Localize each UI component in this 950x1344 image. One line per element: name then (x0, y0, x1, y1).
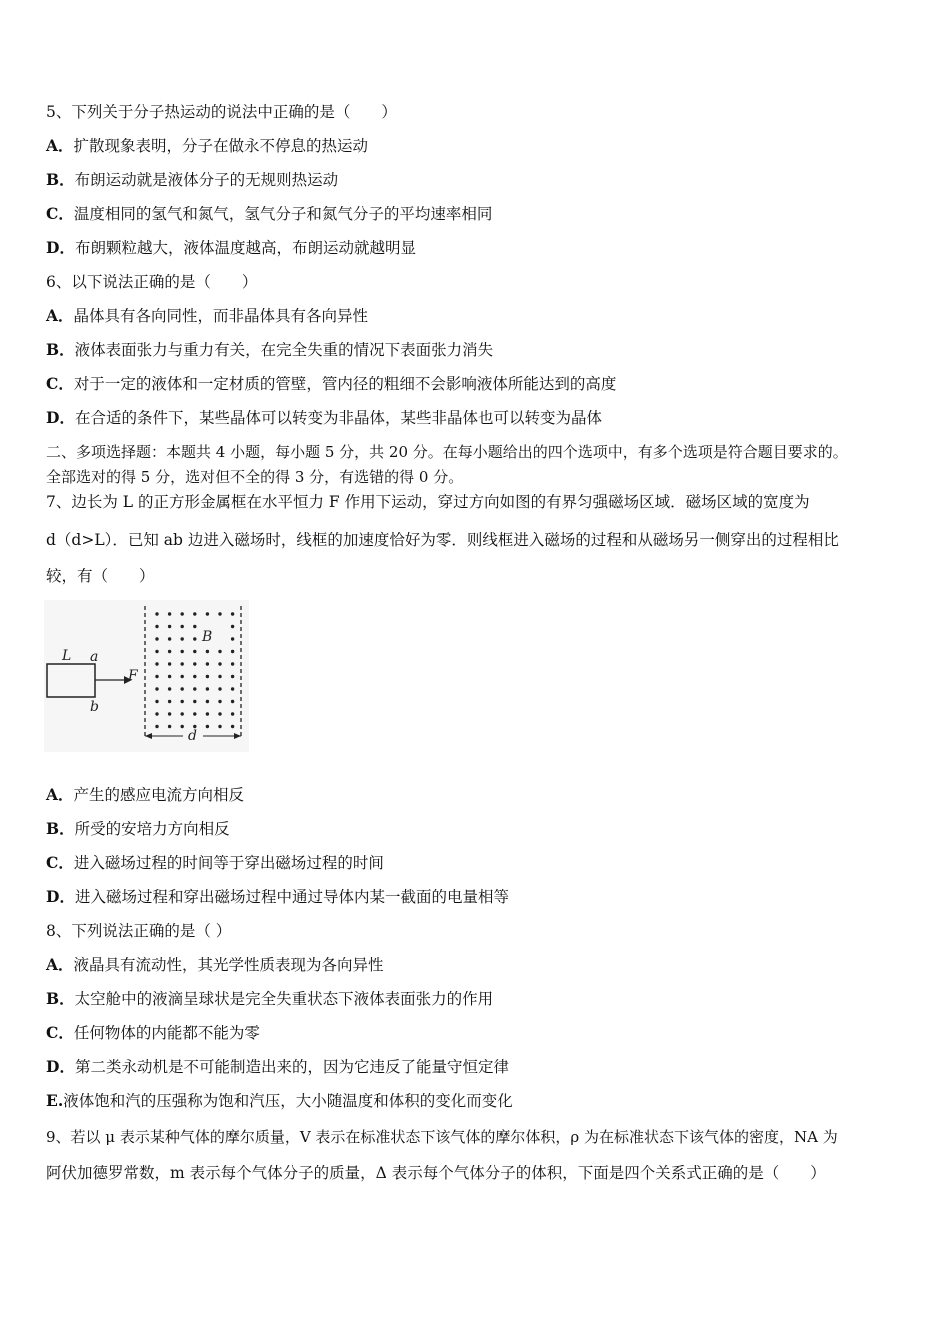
q7-stem-line3: 较，有（ ） (46, 567, 155, 585)
field-dot (181, 612, 184, 615)
field-dot (193, 650, 196, 653)
q5-option-b (46, 170, 338, 190)
field-dot (231, 612, 234, 615)
q5-stem: 5、下列关于分子热运动的说法中正确的是（ ） (46, 103, 397, 121)
field-dot (168, 700, 171, 703)
field-dot (206, 687, 209, 690)
field-dot (181, 637, 184, 640)
field-dot (206, 700, 209, 703)
field-dot (231, 650, 234, 653)
field-dot (231, 637, 234, 640)
option-label: A． (46, 785, 74, 804)
q9-stem-line2: 阿伏加德罗常数，m 表示每个气体分子的质量，Δ 表示每个气体分子的体积，下面是四个关系式正确的是（ ） (46, 1164, 826, 1182)
field-dot (155, 662, 158, 665)
field-dot (231, 625, 234, 628)
q8-option-a (46, 955, 384, 975)
field-dot (193, 687, 196, 690)
label-d: d (188, 728, 197, 744)
field-dot (155, 625, 158, 628)
field-dot (193, 637, 196, 640)
option-label: A． (46, 955, 74, 974)
q8-option-e (46, 1091, 513, 1111)
field-dot (168, 712, 171, 715)
q8-option-b (46, 989, 493, 1009)
field-dot (181, 625, 184, 628)
field-dot (193, 612, 196, 615)
field-dot (231, 687, 234, 690)
q7-stem-line2: d（d>L）．已知 ab 边进入磁场时，线框的加速度恰好为零．则线框进入磁场的过程和从磁场另一侧穿出的过程相比 (46, 531, 839, 549)
option-text: 液体表面张力与重力有关，在完全失重的情况下表面张力消失 (74, 341, 494, 359)
field-dot (193, 625, 196, 628)
field-dot (155, 712, 158, 715)
label-B: B (202, 629, 213, 645)
q6-option-a (46, 306, 368, 326)
option-label: C． (46, 1023, 74, 1042)
option-label: A． (46, 136, 74, 155)
field-dot (168, 650, 171, 653)
section-heading-line1: 二、多项选择题：本题共 4 小题，每小题 5 分，共 20 分。在每小题给出的四个选项中，有多个选项是符合题目要求的。 (46, 443, 848, 461)
q6-option-b (46, 340, 493, 360)
option-text: 太空舱中的液滴呈球状是完全失重状态下液体表面张力的作用 (74, 990, 494, 1008)
field-dot (155, 612, 158, 615)
option-text: 进入磁场过程的时间等于穿出磁场过程的时间 (73, 854, 384, 872)
option-text: 任何物体的内能都不能为零 (73, 1024, 260, 1042)
q6-option-d (46, 408, 602, 428)
option-text: 在合适的条件下，某些晶体可以转变为非晶体，某些非晶体也可以转变为晶体 (74, 409, 602, 427)
field-dot (193, 700, 196, 703)
option-text: 第二类永动机是不可能制造出来的，因为它违反了能量守恒定律 (74, 1058, 509, 1076)
label-a: a (90, 649, 99, 665)
field-dot (168, 625, 171, 628)
option-text: 液晶具有流动性，其光学性质表现为各向异性 (73, 956, 384, 974)
option-text: 温度相同的氢气和氮气，氢气分子和氮气分子的平均速率相同 (73, 205, 493, 223)
field-dot (155, 725, 158, 728)
field-dot (168, 675, 171, 678)
option-label: D． (46, 408, 75, 427)
field-dot (168, 637, 171, 640)
field-dot (231, 712, 234, 715)
field-dot (206, 612, 209, 615)
label-b: b (90, 699, 99, 715)
q5-option-d (46, 238, 416, 258)
field-dot (218, 687, 221, 690)
q9-stem-line1: 9、若以 μ 表示某种气体的摩尔质量，V 表示在标准状态下该气体的摩尔体积，ρ 为在标准状态下该气体的密度，NA 为 (46, 1128, 838, 1146)
option-label: D． (46, 238, 75, 257)
field-dot (206, 675, 209, 678)
field-dot (218, 700, 221, 703)
q7-option-a (46, 785, 244, 805)
option-label: B． (46, 340, 75, 359)
q5-option-a (46, 136, 368, 156)
field-dot (155, 687, 158, 690)
option-text: 晶体具有各向同性，而非晶体具有各向异性 (73, 307, 369, 325)
q8-option-c (46, 1023, 260, 1043)
option-label: B． (46, 989, 75, 1008)
field-dot (193, 662, 196, 665)
option-text: 布朗运动就是液体分子的无规则热运动 (74, 171, 339, 189)
field-dot (181, 687, 184, 690)
q6-stem: 6、以下说法正确的是（ ） (46, 273, 258, 291)
field-dot (181, 650, 184, 653)
option-text: 扩散现象表明，分子在做永不停息的热运动 (73, 137, 369, 155)
field-dot (155, 700, 158, 703)
q6-option-c (46, 374, 616, 394)
field-dot (168, 687, 171, 690)
option-label: B． (46, 819, 75, 838)
field-dot (181, 675, 184, 678)
field-dot (193, 712, 196, 715)
label-L: L (62, 648, 72, 664)
option-text: 所受的安培力方向相反 (74, 820, 230, 838)
section-heading-line2: 全部选对的得 5 分，选对但不全的得 3 分，有选错的得 0 分。 (46, 468, 464, 486)
q7-option-c (46, 853, 384, 873)
field-dot (218, 675, 221, 678)
q8-stem: 8、下列说法正确的是（ ） (46, 922, 232, 940)
field-dot (206, 650, 209, 653)
field-dot (181, 700, 184, 703)
q7-option-d (46, 887, 509, 907)
field-dot (218, 662, 221, 665)
field-dot (181, 712, 184, 715)
label-F: F (128, 668, 138, 684)
field-dot (155, 637, 158, 640)
field-dot (168, 662, 171, 665)
magnetic-field-figure (44, 600, 249, 752)
option-label: C． (46, 853, 74, 872)
field-dot (231, 725, 234, 728)
option-text: 液体饱和汽的压强称为饱和汽压，大小随温度和体积的变化而变化 (63, 1092, 513, 1110)
q8-option-d (46, 1057, 509, 1077)
option-label: D． (46, 1057, 75, 1076)
field-dot (218, 712, 221, 715)
figure-svg (44, 600, 249, 752)
field-dot (231, 675, 234, 678)
option-label: B． (46, 170, 75, 189)
q7-stem-line1: 7、边长为 L 的正方形金属框在水平恒力 F 作用下运动，穿过方向如图的有界匀强磁场区域．磁场区域的宽度为 (46, 493, 810, 511)
q7-option-b (46, 819, 230, 839)
field-dot (155, 650, 158, 653)
field-dot (181, 662, 184, 665)
option-label: E. (46, 1091, 64, 1110)
field-dot (181, 725, 184, 728)
option-text: 对于一定的液体和一定材质的管壁，管内径的粗细不会影响液体所能达到的高度 (73, 375, 617, 393)
field-dot (168, 612, 171, 615)
option-label: D． (46, 887, 75, 906)
field-dot (193, 675, 196, 678)
option-label: A． (46, 306, 74, 325)
field-dot (231, 700, 234, 703)
field-dot (155, 675, 158, 678)
option-label: C． (46, 374, 74, 393)
option-text: 进入磁场过程和穿出磁场过程中通过导体内某一截面的电量相等 (74, 888, 509, 906)
field-dot (206, 662, 209, 665)
field-dot (231, 662, 234, 665)
option-label: C． (46, 204, 74, 223)
q5-option-c (46, 204, 492, 224)
field-dot (218, 725, 221, 728)
field-dot (218, 612, 221, 615)
field-dot (168, 725, 171, 728)
option-text: 布朗颗粒越大，液体温度越高，布朗运动就越明显 (74, 239, 416, 257)
field-dot (206, 712, 209, 715)
option-text: 产生的感应电流方向相反 (73, 786, 245, 804)
field-dot (218, 650, 221, 653)
field-dot (206, 725, 209, 728)
